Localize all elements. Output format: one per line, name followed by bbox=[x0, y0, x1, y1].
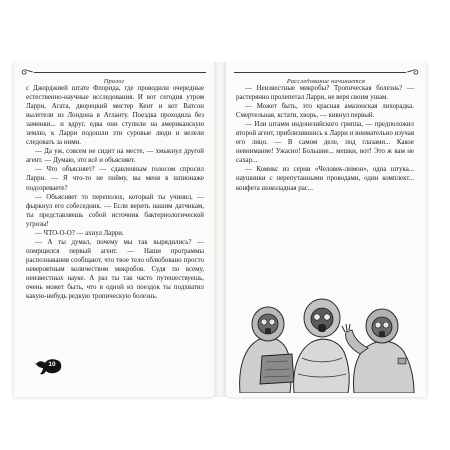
left-paragraph: — А ты думал, почему мы так вырядились? — помрщился первый агент. — Наши программы распознавания сообщают, что твое тело облюбовано просто невероятным количеством микробов. Судя по всему, неизвестных науке. А раз ты так часто путешествуешь, очень может быть, что в одной из поездок ты подхватил какую-нибудь редкую тропическую болезнь. bbox=[26, 238, 204, 301]
right-header-title: Расследование начинается bbox=[286, 78, 366, 85]
book-spine bbox=[214, 62, 226, 397]
right-header-rule bbox=[234, 72, 406, 73]
hazmat-agents-illustration bbox=[232, 278, 420, 393]
right-header-flourish-icon bbox=[406, 67, 420, 77]
left-paragraph: — Объясняет то переполох, который ты учинил, — фыркнул его собеседник. — Если верить нашим датчикам, ты представляешь собой источник бактериологической угрозы! bbox=[26, 193, 204, 228]
left-paragraph: — Да уж, совсем не сидит на месте, — хмыкнул другой агент. — Думаю, это всё и объясняет. bbox=[26, 148, 204, 165]
right-paragraph: — Может быть, это красная амазонская лихорадка. Смертельная, кстати, хворь, — кивнул первый. bbox=[236, 103, 414, 120]
left-paragraph: — ЧТО-О-О? — ахнул Ларри. bbox=[35, 229, 124, 237]
left-page bbox=[14, 62, 214, 397]
right-paragraph: — Неизвестные микробы? Тропическая болезнь? — растерянно пролепетал Ларри, не веря своим ушам. bbox=[236, 85, 414, 102]
page-number-badge bbox=[34, 355, 64, 377]
left-header-title: Пролог bbox=[103, 78, 125, 85]
left-header-rule bbox=[34, 72, 206, 73]
left-paragraph: — Что объясняет? — сдавленным голосом спросил Ларри. — Я что-то не пойму, вы меня в шпионаже подозреваете? bbox=[26, 166, 204, 192]
right-page bbox=[226, 62, 426, 397]
left-page-text bbox=[26, 84, 204, 301]
left-paragraph: с Джорджией штате Флорида, где проводили очередные естественно-научные исследования. И вот сегодня утром Ларри, Агата, дворецкий мистер Кент и кот Ватсон вылетели из Лондона в Атланту. Поездка проходила без заминки... и вдруг, едва они ступили на американскую землю, к Ларри подошли эти суровые люди и велели следовать за ними. bbox=[26, 85, 204, 147]
right-page-text bbox=[236, 84, 414, 193]
right-paragraph: — Комикс из серии «Человек-лимон», одна штука... наушники с перепутанными проводами, один комплект... конфета шоколадная рас... bbox=[236, 166, 414, 192]
right-paragraph: — Или штамм индонезийского гриппа, — предположил второй агент, приблизившись к Ларри и внимательно изучая его лицо. — В самом деле, под глазами... Какое невнимание! Ужасно! Большие... мешки, вот! Это ж вам не сахар... bbox=[236, 121, 414, 165]
left-header-flourish-icon bbox=[20, 67, 34, 77]
page-number: 10 bbox=[48, 361, 56, 368]
